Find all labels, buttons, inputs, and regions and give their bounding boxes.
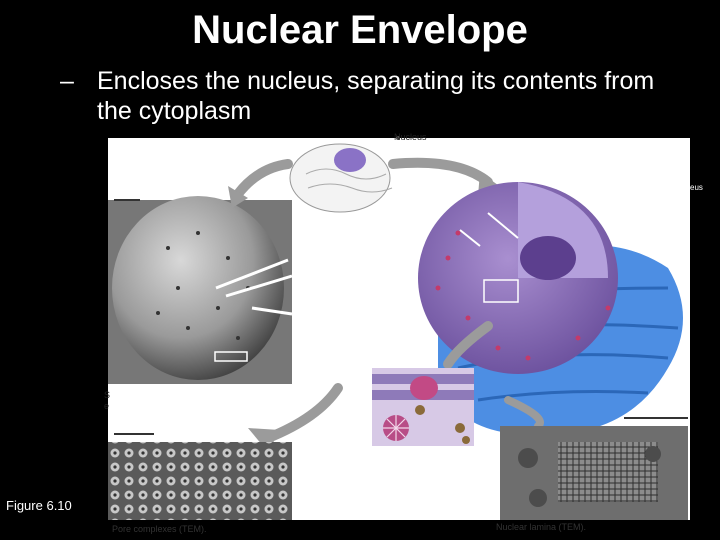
pore-complexes-tem: [108, 442, 292, 520]
bullet-marker: –: [60, 67, 74, 95]
arrow-right: [393, 163, 488, 182]
sem-nucleus: [112, 196, 284, 380]
figure-number: Figure 6.10: [6, 498, 72, 513]
bullet-text: Encloses the nucleus, separating its contents from the cytoplasm: [97, 67, 655, 125]
figure-illustration: [108, 138, 690, 520]
slide-title: Nuclear Envelope: [192, 8, 528, 52]
pores-caption: Pore complexes (TEM).: [112, 524, 207, 534]
surface-label: S e: [104, 390, 111, 411]
arrow-left: [238, 164, 288, 194]
lamina-caption: Nuclear lamina (TEM).: [496, 522, 587, 532]
nucleus-right-label: eus: [690, 183, 703, 192]
nucleus-label: Nucleus: [394, 132, 427, 142]
figure-panel: [104, 132, 690, 534]
